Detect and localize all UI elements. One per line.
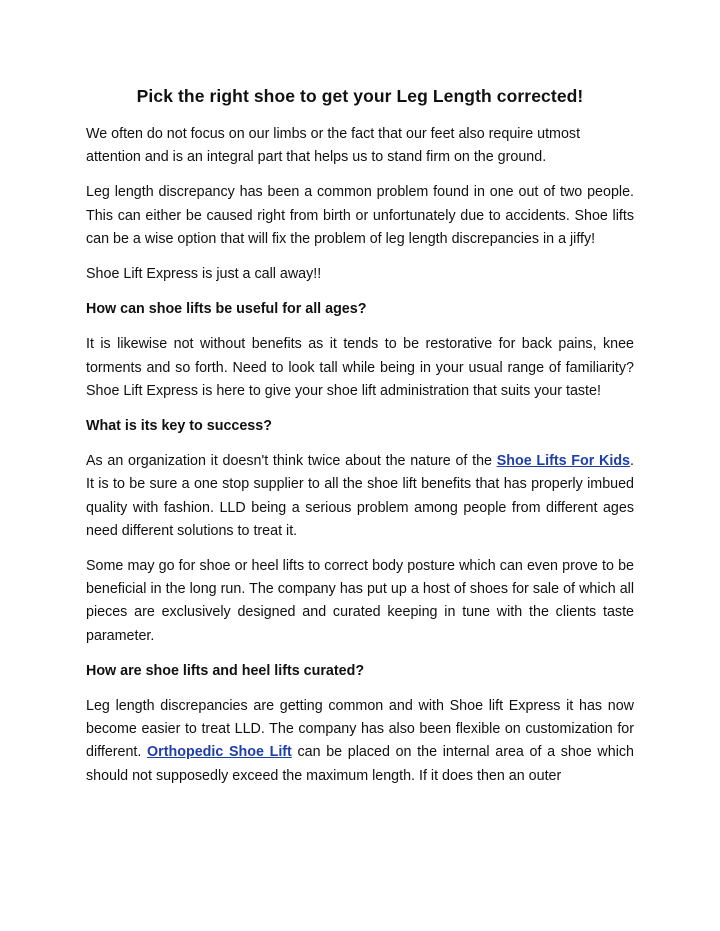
heading-how-curated: How are shoe lifts and heel lifts curated? bbox=[86, 662, 365, 679]
paragraph-posture: Some may go for shoe or heel lifts to correct body posture which can even prove to be beneficial in the long run. The company has put up a host of shoes for sale of which all pieces are exclusively designed and curated keeping in tune with the clients taste parameter. bbox=[86, 558, 634, 644]
paragraph-intro: We often do not focus on our limbs or the fact that our feet also require utmost attention and is an integral part that helps us to stand firm on the ground. bbox=[86, 126, 581, 166]
shoe-lifts-for-kids-link[interactable]: Shoe Lifts For Kids bbox=[496, 453, 631, 470]
paragraph-customization-text-before: Leg length discrepancies are getting common and with Shoe lift Express it has now become easier to treat LLD. The company has also been flexible on customization for different. bbox=[86, 698, 634, 761]
paragraph-customization bbox=[86, 695, 634, 788]
paragraph-organization bbox=[86, 450, 634, 543]
heading-key-to-success: What is its key to success? bbox=[86, 418, 272, 435]
paragraph-discrepancy: Leg length discrepancy has been a common problem found in one out of two people. This can either be caused right from birth or unfortunately due to accidents. Shoe lifts can be a wise option that will fix the problem of leg length discrepancies in a jiffy! bbox=[86, 184, 634, 247]
paragraph-benefits: It is likewise not without benefits as it tends to be restorative for back pains, knee torments and so forth. Need to look tall while being in your usual range of familiarity? Shoe Lift Express is here to give your shoe lift administration that suits your taste! bbox=[86, 336, 634, 399]
heading-useful-for-all-ages: How can shoe lifts be useful for all ages? bbox=[86, 301, 367, 318]
paragraph-call: Shoe Lift Express is just a call away!! bbox=[86, 266, 322, 283]
paragraph-organization-text-after: . It is to be sure a one stop supplier to all the shoe lift benefits that has properly imbued quality with fashion. LLD being a serious problem among people from different ages need different solutions to treat it. bbox=[86, 453, 634, 539]
paragraph-organization-text-before: As an organization it doesn't think twice about the nature of the bbox=[86, 453, 497, 470]
document-title: Pick the right shoe to get your Leg Length corrected! bbox=[136, 86, 584, 106]
orthopedic-shoe-lift-link[interactable]: Orthopedic Shoe Lift bbox=[147, 744, 292, 761]
paragraph-customization-text-after: can be placed on the internal area of a shoe which should not supposedly exceed the maximum length. If it does then an outer bbox=[86, 744, 634, 784]
